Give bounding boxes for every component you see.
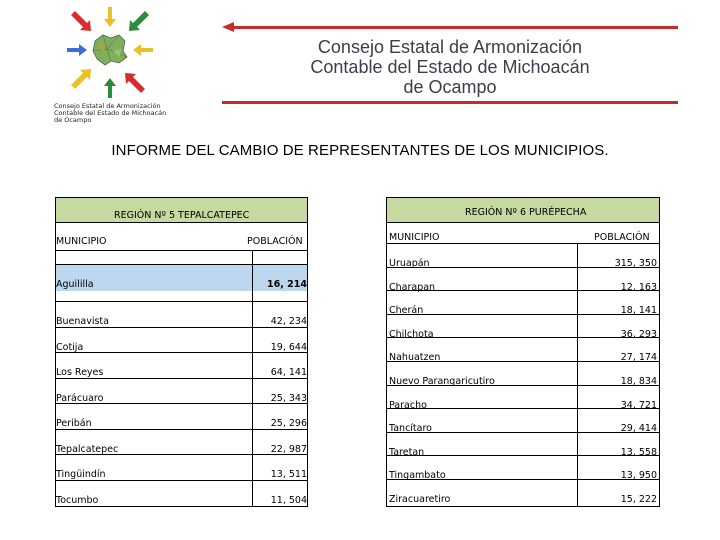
region-6-col-poblacion: POBLACIÓN <box>594 232 650 243</box>
region-6-col-municipio: MUNICIPIO <box>389 232 440 243</box>
region-6-poblacion-value: 13, 558 <box>620 446 657 458</box>
region-6-municipio-name: Nuevo Parangaricutiro <box>389 376 495 387</box>
region-5-municipio-name: Los Reyes <box>56 367 104 378</box>
org-name-line-2: Contable del Estado de Michoacán <box>310 57 590 77</box>
region-5-row <box>56 264 307 291</box>
region-6-municipio-name: Nahuatzen <box>389 352 441 364</box>
region-6-row <box>387 243 659 268</box>
region-5-title: REGIÓN Nº 5 TEPALCATEPEC <box>114 210 250 221</box>
region-6-municipio-name: Tingambato <box>389 470 446 482</box>
region-6-poblacion-value: 36, 293 <box>620 328 657 340</box>
region-6-row <box>387 479 659 504</box>
region-5-row <box>56 403 307 430</box>
header-rule-bottom <box>222 101 678 104</box>
region-5-poblacion-value: 13, 511 <box>270 469 307 480</box>
region-5-row <box>56 352 307 379</box>
region-5-row <box>56 480 307 507</box>
region-5-poblacion-value: 42, 234 <box>270 316 307 327</box>
region-5-municipio-name: Tingüindín <box>56 469 106 480</box>
logo-text-line-1: Consejo Estatal de Armonización <box>54 102 161 110</box>
region-6-row <box>387 361 659 386</box>
region-6-title: REGIÓN Nº 6 PURÉPECHA <box>465 207 587 218</box>
region-5-poblacion-value: 25, 343 <box>270 392 307 404</box>
region-5-poblacion-value: 19, 644 <box>270 341 307 353</box>
region-5-poblacion-value: 64, 141 <box>270 367 307 378</box>
region-6-municipio-name: Uruapán <box>389 258 430 269</box>
region-6-row <box>387 432 659 457</box>
region-6-poblacion-value: 27, 174 <box>620 352 657 364</box>
region-5-municipio-name: Buenavista <box>56 316 109 327</box>
region-5-poblacion-value: 22, 987 <box>270 443 307 455</box>
region-6-poblacion-value: 34, 721 <box>620 399 657 411</box>
region-5-row <box>56 378 307 405</box>
region-5-column-divider <box>252 250 253 506</box>
council-logo <box>40 5 170 133</box>
region-5-row <box>56 301 307 328</box>
org-name-line-1: Consejo Estatal de Armonización <box>317 37 583 57</box>
region-5-municipio-name: Parácuaro <box>56 392 104 404</box>
org-name-line-3: de Ocampo <box>403 77 497 97</box>
region-6-municipio-name: Ziracuaretiro <box>389 494 451 505</box>
region-5-municipio-name: Tepalcatepec <box>56 443 119 455</box>
region-6-poblacion-value: 18, 834 <box>620 376 657 387</box>
region-5-municipio-name: Cotija <box>56 341 84 353</box>
michoacan-map-arrows-icon <box>65 5 155 100</box>
region-6-table <box>386 197 660 507</box>
region-6-municipio-name: Cherán <box>389 305 424 317</box>
region-5-municipio-name: Aguililla <box>56 279 94 290</box>
region-6-poblacion-value: 13, 950 <box>620 470 657 482</box>
region-6-column-divider <box>577 243 578 506</box>
report-title: INFORME DEL CAMBIO DE REPRESENTANTES DE LOS MUNICIPIOS. <box>111 142 609 159</box>
region-6-row <box>387 267 659 292</box>
region-6-poblacion-value: 15, 222 <box>620 494 657 505</box>
logo-text-line-2: Contable del Estado de Michoacán <box>54 109 167 117</box>
region-6-row <box>387 290 659 315</box>
region-6-municipio-name: Taretan <box>389 446 425 458</box>
region-5-municipio-name: Tocumbo <box>56 494 99 506</box>
region-6-row <box>387 314 659 339</box>
region-6-poblacion-value: 12, 163 <box>620 281 657 293</box>
region-6-municipio-name: Tancítaro <box>389 423 432 435</box>
region-6-row <box>387 337 659 362</box>
logo-text-line-3: de Ocampo <box>54 116 92 124</box>
header-rule-top <box>232 26 678 29</box>
region-5-row <box>56 327 307 354</box>
region-6-municipio-name: Chilchota <box>389 328 434 340</box>
region-5-header <box>56 198 307 223</box>
region-6-poblacion-value: 29, 414 <box>620 423 657 435</box>
region-5-col-poblacion: POBLACIÓN <box>247 236 303 247</box>
region-5-poblacion-value: 16, 214 <box>267 279 307 290</box>
region-6-row <box>387 408 659 433</box>
region-5-poblacion-value: 11, 504 <box>270 494 307 506</box>
region-6-header <box>387 198 659 223</box>
region-6-row <box>387 455 659 480</box>
region-5-municipio-name: Peribán <box>56 418 92 429</box>
region-6-municipio-name: Paracho <box>389 399 427 411</box>
region-5-poblacion-value: 25, 296 <box>270 418 307 429</box>
region-6-row <box>387 385 659 410</box>
region-5-row <box>56 454 307 481</box>
region-5-col-municipio: MUNICIPIO <box>56 236 107 247</box>
region-6-municipio-name: Charapan <box>389 281 436 293</box>
region-6-poblacion-value: 18, 141 <box>620 305 657 317</box>
region-6-poblacion-value: 315, 350 <box>614 258 657 269</box>
region-5-table <box>55 197 308 507</box>
region-5-row <box>56 429 307 456</box>
